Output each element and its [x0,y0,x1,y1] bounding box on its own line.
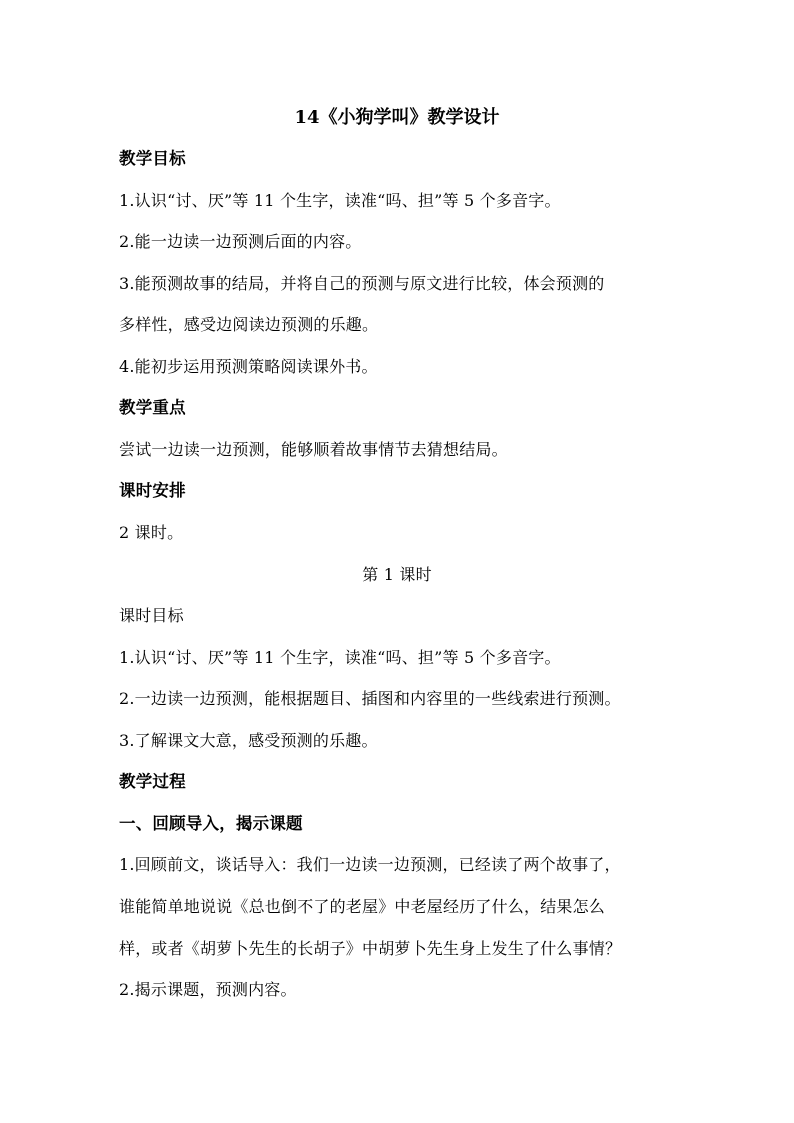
part1-line: 2.揭示课题，预测内容。 [119,980,297,999]
goal-item: 4.能初步运用预测策略阅读课外书。 [119,357,378,376]
goal-item: 1.认识“讨、厌”等 11 个生字，读准“吗、担”等 5 个多音字。 [119,191,561,210]
key-heading: 教学重点 [119,398,186,417]
schedule-heading: 课时安排 [119,481,186,500]
goal-item: 2.能一边读一边预测后面的内容。 [119,232,362,251]
lesson-goals-heading: 课时目标 [119,606,184,625]
part1-line: 样，或者《胡萝卜先生的长胡子》中胡萝卜先生身上发生了什么事情？ [119,939,622,958]
part1-heading: 一、回顾导入，揭示课题 [119,814,303,833]
process-heading: 教学过程 [119,772,186,791]
part1-line: 1.回顾前文，谈话导入：我们一边读一边预测，已经读了两个故事了， [119,855,621,874]
part1-line: 谁能简单地说说《总也倒不了的老屋》中老屋经历了什么，结果怎么 [119,897,606,916]
goal-item: 3.能预测故事的结局，并将自己的预测与原文进行比较，体会预测的 [119,274,605,293]
goal-item-continuation: 多样性，感受边阅读边预测的乐趣。 [119,315,379,334]
goals-heading: 教学目标 [119,149,186,168]
key-text: 尝试一边读一边预测，能够顺着故事情节去猜想结局。 [119,440,508,459]
schedule-text: 2 课时。 [119,523,184,542]
lesson-title: 第 1 课时 [362,565,432,584]
document-title: 14《小狗学叫》教学设计 [294,107,500,128]
lesson-goal-item: 2.一边读一边预测，能根据题目、插图和内容里的一些线索进行预测。 [119,689,621,708]
lesson-goal-item: 1.认识“讨、厌”等 11 个生字，读准“吗、担”等 5 个多音字。 [119,648,561,667]
lesson-goal-item: 3.了解课文大意，感受预测的乐趣。 [119,731,378,750]
